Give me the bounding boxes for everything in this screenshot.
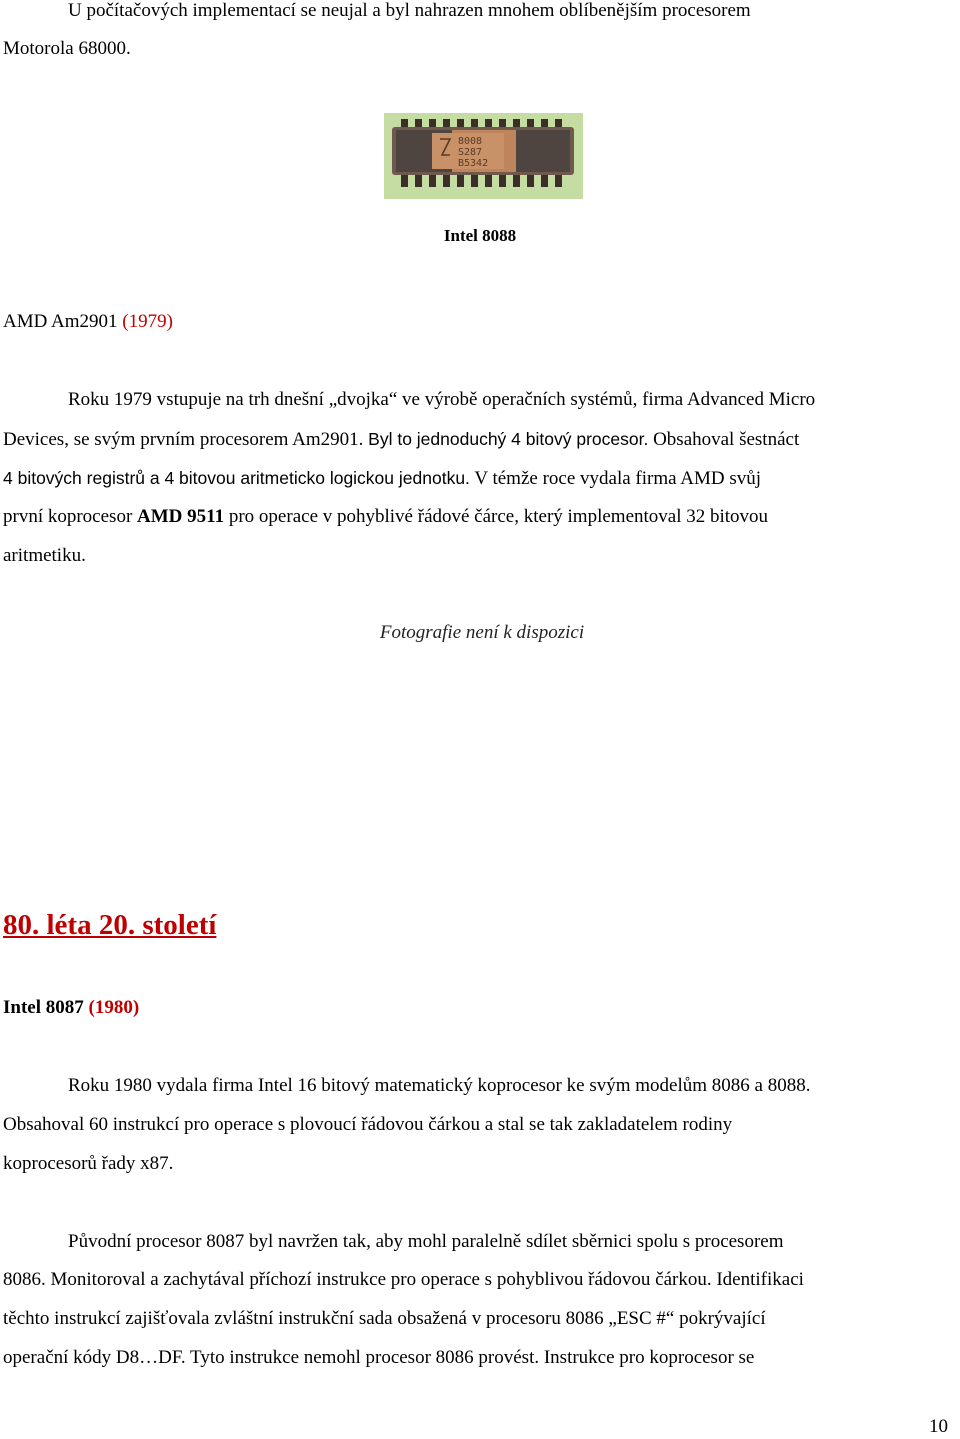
section-heading: 80. léta 20. století — [3, 909, 217, 941]
section-title-year: (1979) — [122, 311, 173, 332]
chip-image — [384, 113, 583, 199]
section-title-name: Intel 8087 — [3, 997, 89, 1018]
text-fragment: AMD 9511 — [137, 506, 225, 527]
text-line: Roku 1980 vydala firma Intel 16 bitový matematický koprocesor ke svým modelům 8086 a 8088. — [68, 1075, 811, 1096]
text-fragment: první koprocesor — [3, 506, 138, 527]
text-line — [3, 466, 761, 491]
chip-marking-line: B5342 — [458, 158, 489, 169]
intel-8088-photo — [384, 113, 583, 199]
no-photo-note: Fotografie není k dispozici — [379, 622, 585, 643]
section-title-year: (1980) — [88, 997, 140, 1018]
chip-marking-line: 8008 — [458, 136, 483, 147]
text-line: Obsahoval 60 instrukcí pro operace s plovoucí řádovou čárkou a stal se tak zakladatelem rodiny — [3, 1114, 733, 1135]
figure-caption: Intel 8088 — [443, 226, 517, 245]
text-line — [3, 505, 768, 529]
text-line: Motorola 68000. — [3, 38, 131, 59]
text-fragment: Byl to jednoduchý 4 bitový procesor. — [368, 429, 649, 449]
text-line — [3, 427, 799, 452]
page-number: 10 — [929, 1416, 948, 1437]
text-line: koprocesorů řady x87. — [3, 1153, 174, 1174]
chip-marking-line: S287 — [458, 147, 483, 158]
text-line: těchto instrukcí zajišťovala zvláštní instrukční sada obsažená v procesoru 8086 „ESC #“ pokrývající — [3, 1308, 766, 1329]
text-fragment: Devices, se svým prvním procesorem Am2901. — [3, 429, 369, 450]
text-line: 8086. Monitoroval a zachytával příchozí instrukce pro operace s pohyblivou řádovou čárkou. Identifikaci — [3, 1269, 804, 1290]
text-line: operační kódy D8…DF. Tyto instrukce nemohl procesor 8086 provést. Instrukce pro koprocesor se — [3, 1347, 755, 1368]
text-fragment: Obsahoval šestnáct — [648, 429, 800, 450]
chip-dark-lid — [516, 130, 570, 172]
section-title — [3, 996, 139, 1020]
text-fragment: V témže roce vydala firma AMD svůj — [469, 468, 762, 489]
section-title — [3, 310, 173, 334]
text-line: aritmetiku. — [3, 545, 86, 566]
text-fragment: 4 bitových registrů a 4 bitovou aritmeticko logickou jednotku. — [3, 468, 470, 488]
section-title-name: AMD Am2901 — [3, 311, 123, 332]
text-line: U počítačových implementací se neujal a byl nahrazen mnohem oblíbenějším procesorem — [68, 0, 751, 21]
text-fragment: pro operace v pohyblivé řádové čárce, který implementoval 32 bitovou — [224, 506, 769, 527]
text-line: Roku 1979 vstupuje na trh dnešní „dvojka“ ve výrobě operačních systémů, firma Advanced Micro — [68, 389, 816, 410]
text-line: Původní procesor 8087 byl navržen tak, aby mohl paralelně sdílet sběrnici spolu s procesorem — [68, 1231, 784, 1252]
